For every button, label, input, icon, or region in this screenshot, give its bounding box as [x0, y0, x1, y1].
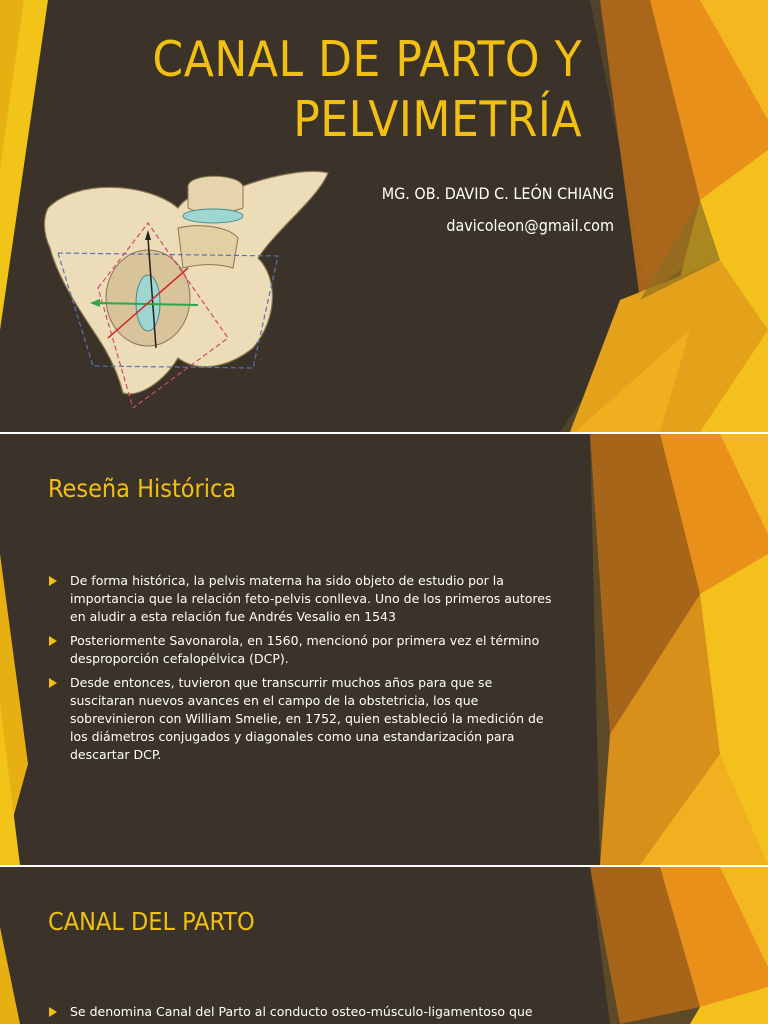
slide-heading: CANAL DEL PARTO [48, 907, 255, 936]
bullet-text: De forma histórica, la pelvis materna ha sido objeto de estudio por la importancia que la relación feto-pelvis conlleva. Uno de los primeros autores en aludir a esta relación fue Andrés Vesalio en 1543 [70, 573, 552, 624]
bullet-text: Se denomina Canal del Parto al conducto osteo-músculo-ligamentoso que [70, 1004, 533, 1019]
decorative-facets [0, 867, 768, 1024]
canal-del-parto-slide [0, 867, 768, 1024]
title-line-1: CANAL DE PARTO Y [152, 31, 582, 88]
author-name: MG. OB. DAVID C. LEÓN CHIANG [381, 184, 614, 203]
list-item [48, 1003, 558, 1021]
list-item [48, 674, 558, 764]
bullet-text: Desde entonces, tuvieron que transcurrir muchos años para que se suscitaran nuevos avances en el campo de la obstetricia, los que sobrevinieron con William Smelie, en 1752, quien estableció la medición de los diámetros conjugados y diagonales como una estandarización para descartar DCP. [70, 675, 544, 762]
list-item [48, 572, 558, 626]
title-line-2: PELVIMETRÍA [293, 91, 582, 148]
bullet-arrow-icon [49, 678, 57, 688]
title-slide [0, 0, 768, 432]
author-block [382, 178, 614, 242]
bullet-list [48, 1003, 558, 1024]
bullet-text: Posteriormente Savonarola, en 1560, mencionó por primera vez el término desproporción cefalopélvica (DCP). [70, 633, 540, 666]
bullet-list [48, 572, 558, 770]
history-slide [0, 434, 768, 865]
list-item [48, 632, 558, 668]
slide-heading: Reseña Histórica [48, 474, 237, 503]
bullet-arrow-icon [49, 636, 57, 646]
bullet-arrow-icon [49, 1007, 57, 1017]
bullet-arrow-icon [49, 576, 57, 586]
pelvis-illustration [38, 168, 338, 408]
author-email[interactable]: davicoleon@gmail.com [446, 216, 614, 235]
presentation-title [152, 30, 582, 150]
